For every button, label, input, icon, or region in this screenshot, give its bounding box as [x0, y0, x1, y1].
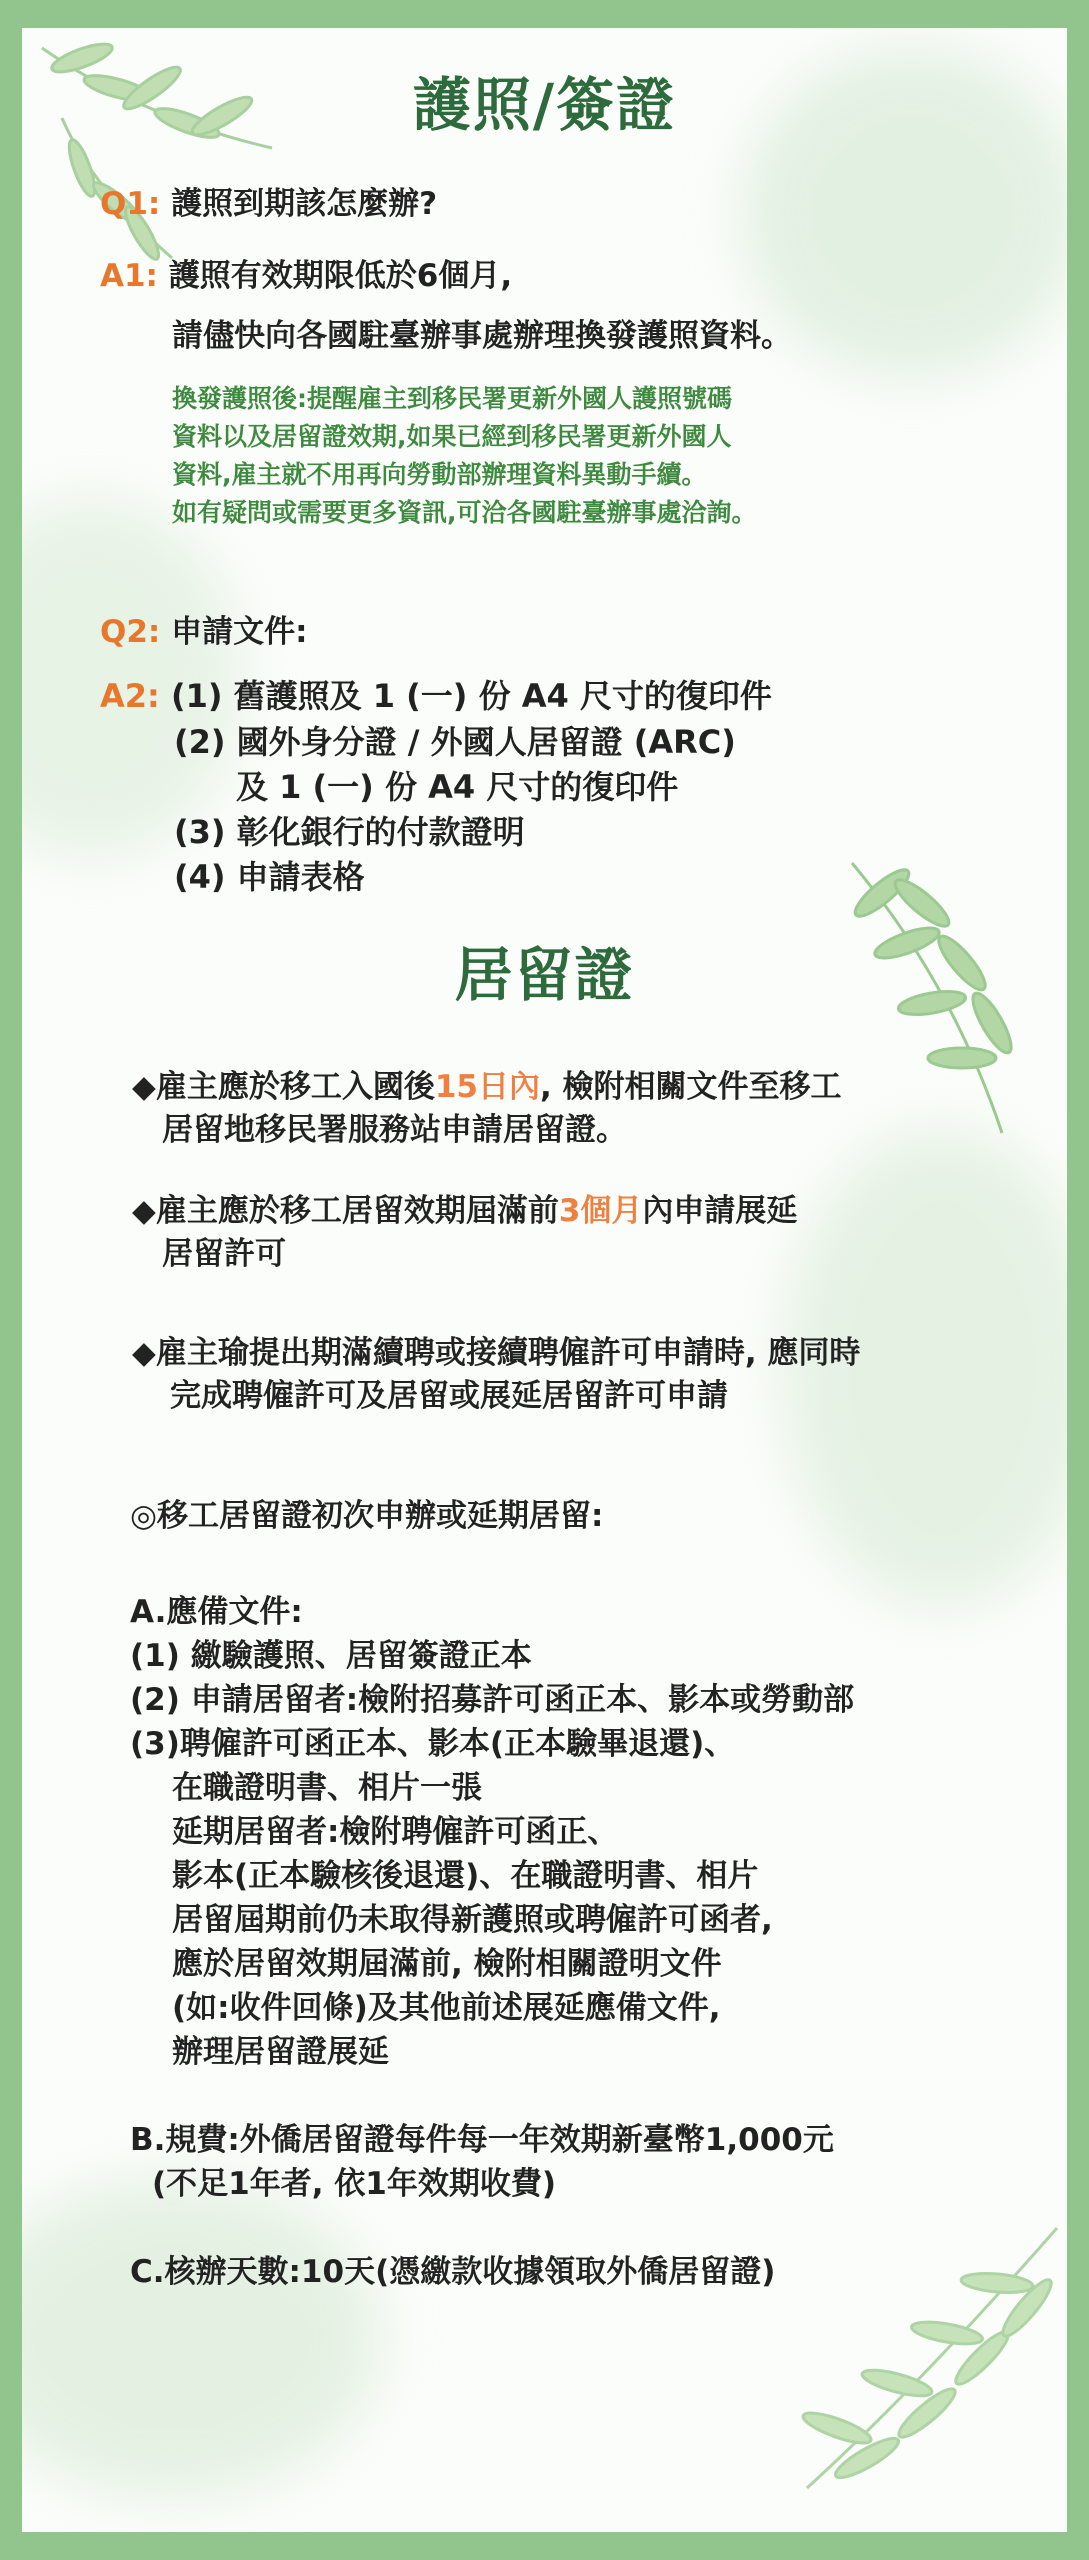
fee-line: B.規費:外僑居留證每件每一年效期新臺幣1,000元 — [130, 2122, 834, 2158]
a2-item: (3) 彰化銀行的付款證明 — [174, 813, 525, 851]
a2-label: A2: — [100, 677, 160, 715]
bullet-text: , 檢附相關文件至移工 — [539, 1069, 842, 1105]
bullet-item — [132, 1066, 842, 1152]
doc-line: 影本(正本驗核後退還)、在職證明書、相片 — [172, 1858, 759, 1894]
bullet-text: 內申請展延 — [642, 1193, 798, 1229]
bullet-line: ◆雇主瑜提出期滿續聘或接續聘僱許可申請時, 應同時 — [132, 1335, 861, 1371]
bullet-line: 居留地移民署服務站申請居留證。 — [162, 1112, 627, 1148]
question-1 — [100, 178, 437, 223]
bullet-item — [132, 1332, 860, 1418]
q2-label: Q2: — [100, 614, 161, 650]
doc-line: (3)聘僱許可函正本、影本(正本驗畢退還)、 — [130, 1726, 736, 1762]
residence-heading: ◎移工居留證初次申辦或延期居留: — [130, 1498, 604, 1534]
a1-line: 請儘快向各國駐臺辦事處辦理換發護照資料。 — [172, 318, 792, 354]
q1-text: 護照到期該怎麼辦? — [171, 186, 438, 222]
answer-2 — [100, 674, 772, 719]
doc-line: 延期居留者:檢附聘僱許可函正、 — [172, 1814, 619, 1850]
doc-line: (2) 申請居留者:檢附招募許可函正本、影本或勞動部 — [130, 1682, 855, 1718]
bullet-item — [132, 1190, 797, 1276]
info-card — [22, 28, 1067, 2532]
doc-line: 在職證明書、相片一張 — [172, 1770, 482, 1806]
a2-item: (1) 舊護照及 1 (一) 份 A4 尺寸的復印件 — [170, 677, 772, 715]
bullet-line: 居留許可 — [162, 1236, 286, 1272]
doc-title: A.應備文件: — [130, 1594, 303, 1630]
highlight-text: 15日內 — [434, 1069, 540, 1105]
doc-line: 應於居留效期屆滿前, 檢附相關證明文件 — [172, 1946, 722, 1982]
a2-item: 及 1 (一) 份 A4 尺寸的復印件 — [236, 768, 679, 806]
doc-line: (1) 繳驗護照、居留簽證正本 — [130, 1638, 532, 1674]
bullet-text: ◆雇主應於移工居留效期屆滿前 — [132, 1193, 559, 1229]
q2-text: 申請文件: — [171, 614, 308, 650]
note-line: 資料,雇主就不用再向勞動部辦理資料異動手續。 — [172, 460, 707, 489]
question-2 — [100, 606, 308, 651]
residence-section-header — [22, 928, 1067, 1012]
highlight-text: 3個月 — [558, 1193, 643, 1229]
section-title: 居留證 — [438, 928, 650, 1012]
watercolor-wash — [22, 2178, 382, 2498]
a2-item: (4) 申請表格 — [174, 858, 365, 896]
a1-line: 護照有效期限低於6個月, — [168, 258, 513, 294]
processing-days: C.核辦天數:10天(憑繳款收據領取外僑居留證) — [130, 2254, 776, 2290]
a2-list — [174, 720, 736, 900]
required-documents — [130, 1590, 854, 2074]
note-line: 如有疑問或需要更多資訊,可洽各國駐臺辦事處洽詢。 — [172, 498, 757, 527]
bullet-line — [132, 1066, 842, 1109]
a2-item: (2) 國外身分證 / 外國人居留證 (ARC) — [174, 723, 736, 761]
note-line: 換發護照後:提醒雇主到移民署更新外國人護照號碼 — [172, 384, 732, 413]
bullet-text: ◆雇主應於移工入國後 — [132, 1069, 435, 1105]
bullet-line: 完成聘僱許可及居留或展延居留許可申請 — [170, 1378, 728, 1414]
passport-section-header — [22, 58, 1067, 142]
fee-info — [130, 2118, 834, 2206]
doc-line: 居留屆期前仍未取得新護照或聘僱許可函者, — [172, 1902, 773, 1938]
fee-line: (不足1年者, 依1年效期收費) — [152, 2166, 557, 2202]
leaf-icon — [767, 2188, 1067, 2518]
doc-line: (如:收件回條)及其他前述展延應備文件, — [172, 1990, 721, 2026]
note-line: 資料以及居留證效期,如果已經到移民署更新外國人 — [172, 422, 732, 451]
q1-label: Q1: — [100, 186, 161, 222]
doc-line: 辦理居留證展延 — [172, 2034, 389, 2070]
passport-note — [172, 380, 757, 532]
section-title: 護照/簽證 — [397, 58, 692, 142]
a1-label: A1: — [100, 258, 158, 294]
bullet-line — [132, 1190, 797, 1233]
answer-1 — [100, 250, 512, 295]
